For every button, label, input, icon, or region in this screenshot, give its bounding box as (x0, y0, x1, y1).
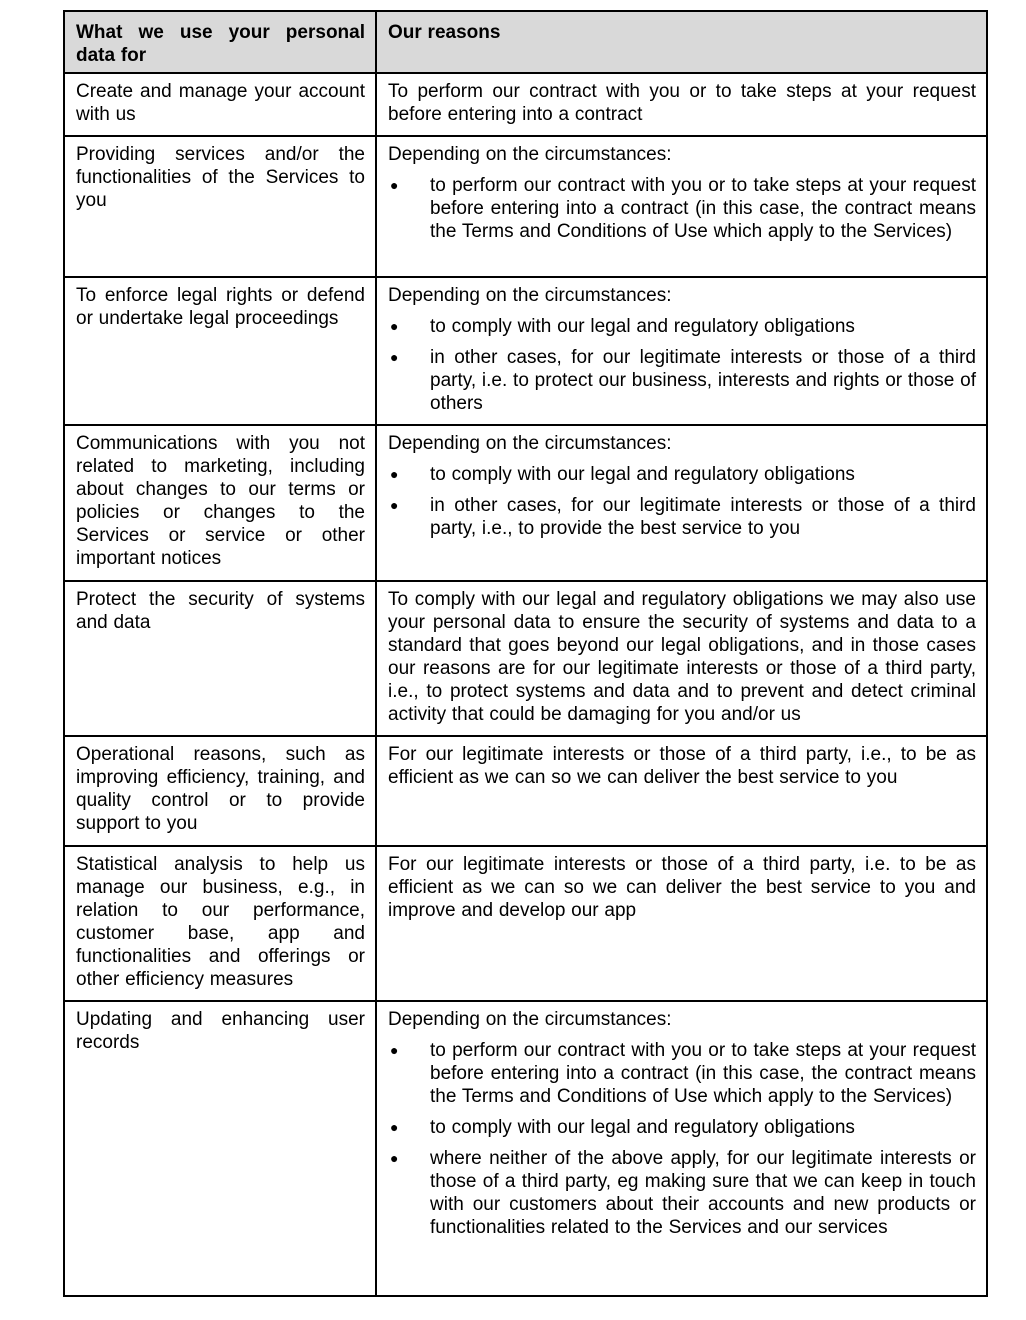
reasons-list (388, 315, 976, 415)
reasons-text: For our legitimate interests or those of a third party, i.e., to be as efficient as we can so we can deliver the best service to you (388, 744, 976, 788)
list-item (388, 346, 976, 415)
reasons-intro: Depending on the circumstances: (388, 144, 672, 165)
reasons-cell (376, 425, 987, 581)
reasons-cell (376, 846, 987, 1001)
bullet-icon: ● (390, 318, 399, 334)
reasons-text: For our legitimate interests or those of a third party, i.e. to be as efficient as we can so we can deliver the best service to you and improve and develop our app (388, 854, 976, 921)
table-row (64, 136, 987, 277)
reasons-intro: Depending on the circumstances: (388, 285, 672, 306)
bullet-icon: ● (390, 177, 399, 193)
reasons-cell (376, 1001, 987, 1296)
reasons-cell (376, 73, 987, 136)
table-row (64, 736, 987, 846)
table-row (64, 581, 987, 736)
purpose-cell: Protect the security of systems and data (64, 581, 376, 736)
reasons-list (388, 174, 976, 243)
purpose-cell: Updating and enhancing user records (64, 1001, 376, 1296)
bullet-text: in other cases, for our legitimate interests or those of a third party, i.e. to protect our business, interests and rights or those of others (430, 347, 976, 414)
list-item (388, 174, 976, 243)
bullet-text: to comply with our legal and regulatory obligations (430, 464, 855, 485)
purpose-cell: To enforce legal rights or defend or undertake legal proceedings (64, 277, 376, 425)
bullet-icon: ● (390, 349, 399, 365)
bullet-icon: ● (390, 1119, 399, 1135)
bullet-icon: ● (390, 497, 399, 513)
header-purpose: What we use your personal data for (64, 11, 376, 73)
bullet-icon: ● (390, 1042, 399, 1058)
list-item (388, 463, 976, 486)
table-row (64, 1001, 987, 1296)
reasons-list (388, 1039, 976, 1239)
list-item (388, 1147, 976, 1239)
table-row (64, 846, 987, 1001)
reasons-cell (376, 736, 987, 846)
list-item (388, 494, 976, 540)
table-header-row (64, 11, 987, 73)
table-row (64, 277, 987, 425)
reasons-intro: Depending on the circumstances: (388, 433, 672, 454)
reasons-cell (376, 581, 987, 736)
table-row (64, 425, 987, 581)
purpose-cell: Communications with you not related to marketing, including about changes to our terms or policies or changes to the Services or service or other important notices (64, 425, 376, 581)
reasons-cell (376, 136, 987, 277)
list-item (388, 1116, 976, 1139)
purpose-cell: Providing services and/or the functionalities of the Services to you (64, 136, 376, 277)
bullet-text: to comply with our legal and regulatory obligations (430, 1117, 855, 1138)
purpose-cell: Statistical analysis to help us manage our business, e.g., in relation to our performance, customer base, app and functionalities and offerings or other efficiency measures (64, 846, 376, 1001)
reasons-text: To comply with our legal and regulatory obligations we may also use your personal data to ensure the security of systems and data to a standard that goes beyond our legal obligations, and in those cases our reasons are for our legitimate interests or those of a third party, i.e., to protect systems and data and to prevent and detect criminal activity that could be damaging for you and/or us (388, 589, 976, 725)
personal-data-table (63, 10, 988, 1297)
list-item (388, 1039, 976, 1108)
bullet-text: to comply with our legal and regulatory obligations (430, 316, 855, 337)
reasons-text: To perform our contract with you or to take steps at your request before entering into a contract (388, 81, 976, 125)
reasons-list (388, 463, 976, 540)
header-reasons: Our reasons (376, 11, 987, 73)
bullet-text: to perform our contract with you or to take steps at your request before entering into a contract (in this case, the contract means the Terms and Conditions of Use which apply to the Services) (430, 1040, 976, 1107)
bullet-icon: ● (390, 466, 399, 482)
list-item (388, 315, 976, 338)
reasons-cell (376, 277, 987, 425)
purpose-cell: Create and manage your account with us (64, 73, 376, 136)
bullet-icon: ● (390, 1150, 399, 1166)
bullet-text: to perform our contract with you or to take steps at your request before entering into a contract (in this case, the contract means the Terms and Conditions of Use which apply to the Services) (430, 175, 976, 242)
reasons-intro: Depending on the circumstances: (388, 1009, 672, 1030)
table-row (64, 73, 987, 136)
bullet-text: where neither of the above apply, for our legitimate interests or those of a third party, eg making sure that we can keep in touch with our customers about their accounts and new products or functionalities related to the Services and our services (430, 1148, 976, 1238)
purpose-cell: Operational reasons, such as improving efficiency, training, and quality control or to provide support to you (64, 736, 376, 846)
bullet-text: in other cases, for our legitimate interests or those of a third party, i.e., to provide the best service to you (430, 495, 976, 539)
